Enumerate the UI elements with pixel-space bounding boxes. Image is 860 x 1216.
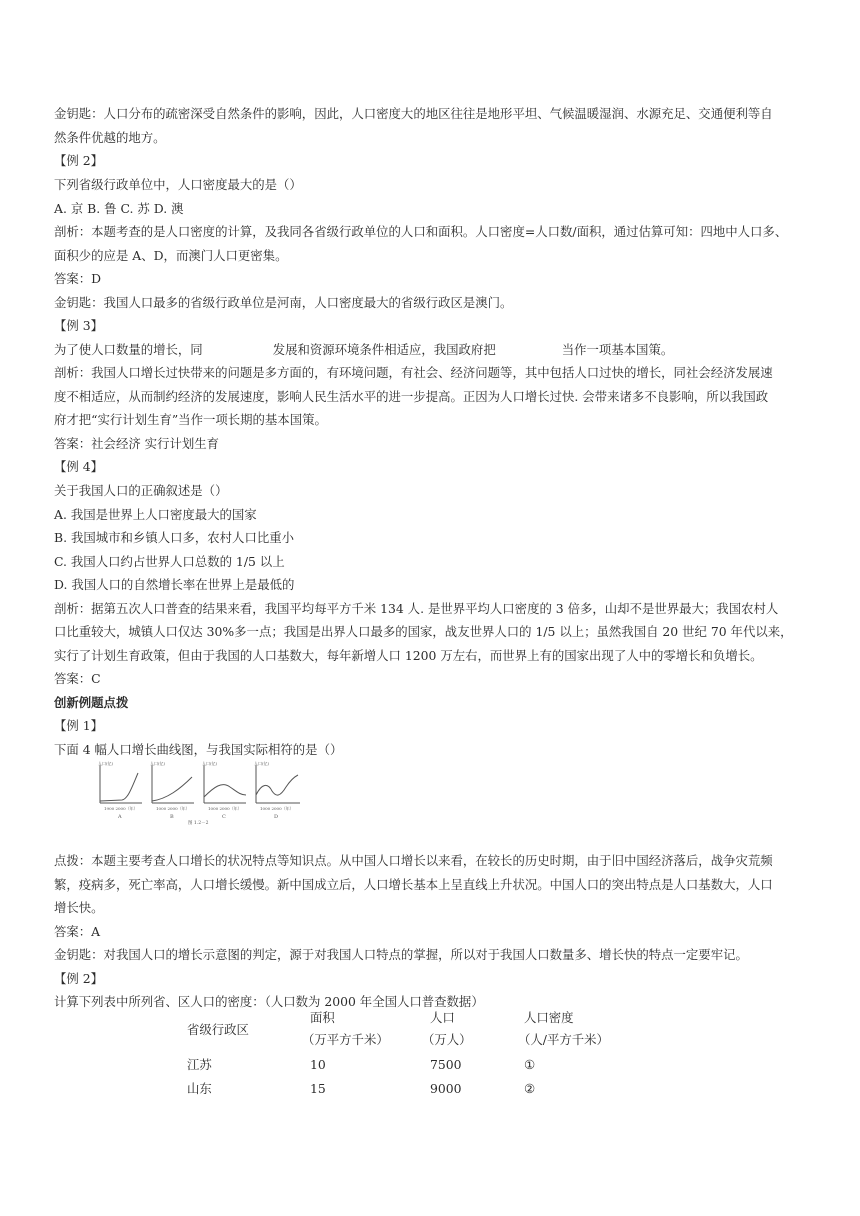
option-c: C. 我国人口约占世界人口总数的 1/5 以上 [54, 554, 285, 569]
y-label: 人口(亿) [254, 761, 270, 766]
answer-text: 答案：A [54, 924, 101, 939]
analysis-text: 口比重较大，城镇人口仅达 30%多一点；我国是出界人口最多的国家，战友世界人口的 1/5 以上；虽然我国自 20 世纪 70 年代以来， [54, 624, 793, 639]
answer-text: 答案：D [54, 271, 102, 286]
curve-d [256, 775, 298, 795]
x-label: 1000 2000（年） [208, 806, 242, 811]
question-options: A. 京 B. 鲁 C. 苏 D. 澳 [54, 201, 184, 216]
table-unit: （万人） [422, 1032, 472, 1047]
x-label: 1900 2000（年） [104, 806, 138, 811]
answer-text: 答案：C [54, 671, 101, 686]
fill-in-question [54, 341, 673, 359]
table-header: 人口密度 [524, 1010, 574, 1025]
panel-label: C [222, 814, 226, 820]
x-label: 1000 2000（年） [260, 806, 294, 811]
analysis-text: 剖析：我国人口增长过快带来的问题是多方面的，有环境问题，有社会、经济问题等，其中包括人口过快的增长，同社会经济发展速 [54, 365, 773, 380]
question-text: 下面 4 幅人口增长曲线图，与我国实际相符的是（） [54, 742, 343, 757]
example-heading: 【例 1】 [54, 718, 103, 733]
figure-panel-a [98, 760, 142, 820]
x-label: 1000 2000（年） [156, 806, 190, 811]
figure-panel-d [254, 760, 300, 820]
curve-c [204, 785, 246, 797]
figure-caption: 图 1.2－2 [188, 821, 209, 825]
table-header: 面积 [310, 1010, 335, 1025]
table-cell: ② [524, 1081, 536, 1096]
analysis-text: 剖析：本题考查的是人口密度的计算，及我同各省级行政单位的人口和面积。人口密度=人口数/面积，通过估算可知：四地中人口多、 [54, 224, 788, 239]
panel-label: D [274, 814, 279, 820]
table-header: 省级行政区 [187, 1022, 249, 1037]
table-cell: 10 [310, 1057, 326, 1072]
text-line: 金钥匙：人口分布的疏密深受自然条件的影响，因此，人口密度大的地区往往是地形平坦、气候温暖湿润、水源充足、交通便利等自 [54, 106, 773, 121]
analysis-text: 度不相适应，从而制约经济的发展速度，影响人民生活水平的进一步提高。正因为人口增长过快. 会带来诸多不良影响，所以我国政 [54, 389, 769, 404]
question-part: 发展和资源环境条件相适应，我国政府把 [272, 342, 496, 357]
text-line: 金钥匙：我国人口最多的省级行政单位是河南，人口密度最大的省级行政区是澳门。 [54, 295, 513, 310]
curve-b [152, 777, 192, 801]
question-part: 当作一项基本国策。 [561, 342, 674, 357]
y-label: 人口(亿) [202, 761, 218, 766]
figure-panel-b [150, 760, 194, 820]
table-cell: 山东 [187, 1081, 212, 1096]
y-label: 人口(亿) [150, 761, 166, 766]
panel-label: B [170, 814, 174, 820]
table-unit: （万平方千米） [302, 1032, 389, 1047]
table-header: 人口 [430, 1010, 455, 1025]
figure-panel-c [202, 760, 246, 820]
hint-text: 繁，疫病多，死亡率高，人口增长缓慢。新中国成立后，人口增长基本上呈直线上升状况。中国人口的突出特点是人口基数大，人口 [54, 877, 773, 892]
panel-label: A [118, 814, 122, 820]
text-line: 然条件优越的地方。 [54, 130, 166, 145]
option-b: B. 我国城市和乡镇人口多，农村人口比重小 [54, 530, 295, 545]
example-heading: 【例 2】 [54, 971, 103, 986]
option-d: D. 我国人口的自然增长率在世界上是最低的 [54, 577, 295, 592]
question-part: 为了使人口数量的增长，同 [54, 342, 203, 357]
analysis-text: 面积少的应是 A、D，而澳门人口更密集。 [54, 248, 288, 263]
analysis-text: 实行了计划生育政策，但由于我国的人口基数大，每年新增人口 1200 万左右，而世界上有的国家出现了人中的零增长和负增长。 [54, 648, 763, 663]
table-unit: （人/平方千米） [518, 1032, 609, 1047]
example-heading: 【例 2】 [54, 153, 103, 168]
hint-text: 点拨：本题主要考查人口增长的状况特点等知识点。从中国人口增长以来看，在较长的历史时期，由于旧中国经济落后，战争灾荒频 [54, 853, 773, 868]
table-cell: ① [524, 1057, 536, 1072]
population-growth-figure [92, 757, 314, 825]
answer-text: 答案：社会经济 实行计划生育 [54, 436, 220, 451]
section-heading: 创新例题点拨 [54, 695, 129, 710]
table-cell: 江苏 [187, 1057, 212, 1072]
question-text: 下列省级行政单位中，人口密度最大的是（） [54, 177, 302, 192]
example-heading: 【例 4】 [54, 459, 103, 474]
curve-a [100, 773, 138, 801]
table-cell: 9000 [430, 1081, 462, 1096]
analysis-text: 剖析：据第五次人口普查的结果来看，我国平均每平方千米 134 人. 是世界平均人口密度的 3 倍多，山却不是世界最大；我国农村人 [54, 601, 779, 616]
question-text: 关于我国人口的正确叙述是（） [54, 483, 228, 498]
question-text: 计算下列表中所列省、区人口的密度：（人口数为 2000 年全国人口普查数据） [54, 994, 484, 1009]
text-line: 金钥匙：对我国人口的增长示意图的判定，源于对我国人口特点的掌握，所以对于我国人口数量多、增长快的特点一定要牢记。 [54, 947, 748, 962]
table-cell: 7500 [430, 1057, 462, 1072]
analysis-text: 府才把“实行计划生育”当作一项长期的基本国策。 [54, 412, 327, 427]
hint-text: 增长快。 [54, 900, 104, 915]
option-a: A. 我国是世界上人口密度最大的国家 [54, 507, 257, 522]
y-label: 人口(亿) [98, 761, 114, 766]
table-cell: 15 [310, 1081, 326, 1096]
example-heading: 【例 3】 [54, 318, 103, 333]
